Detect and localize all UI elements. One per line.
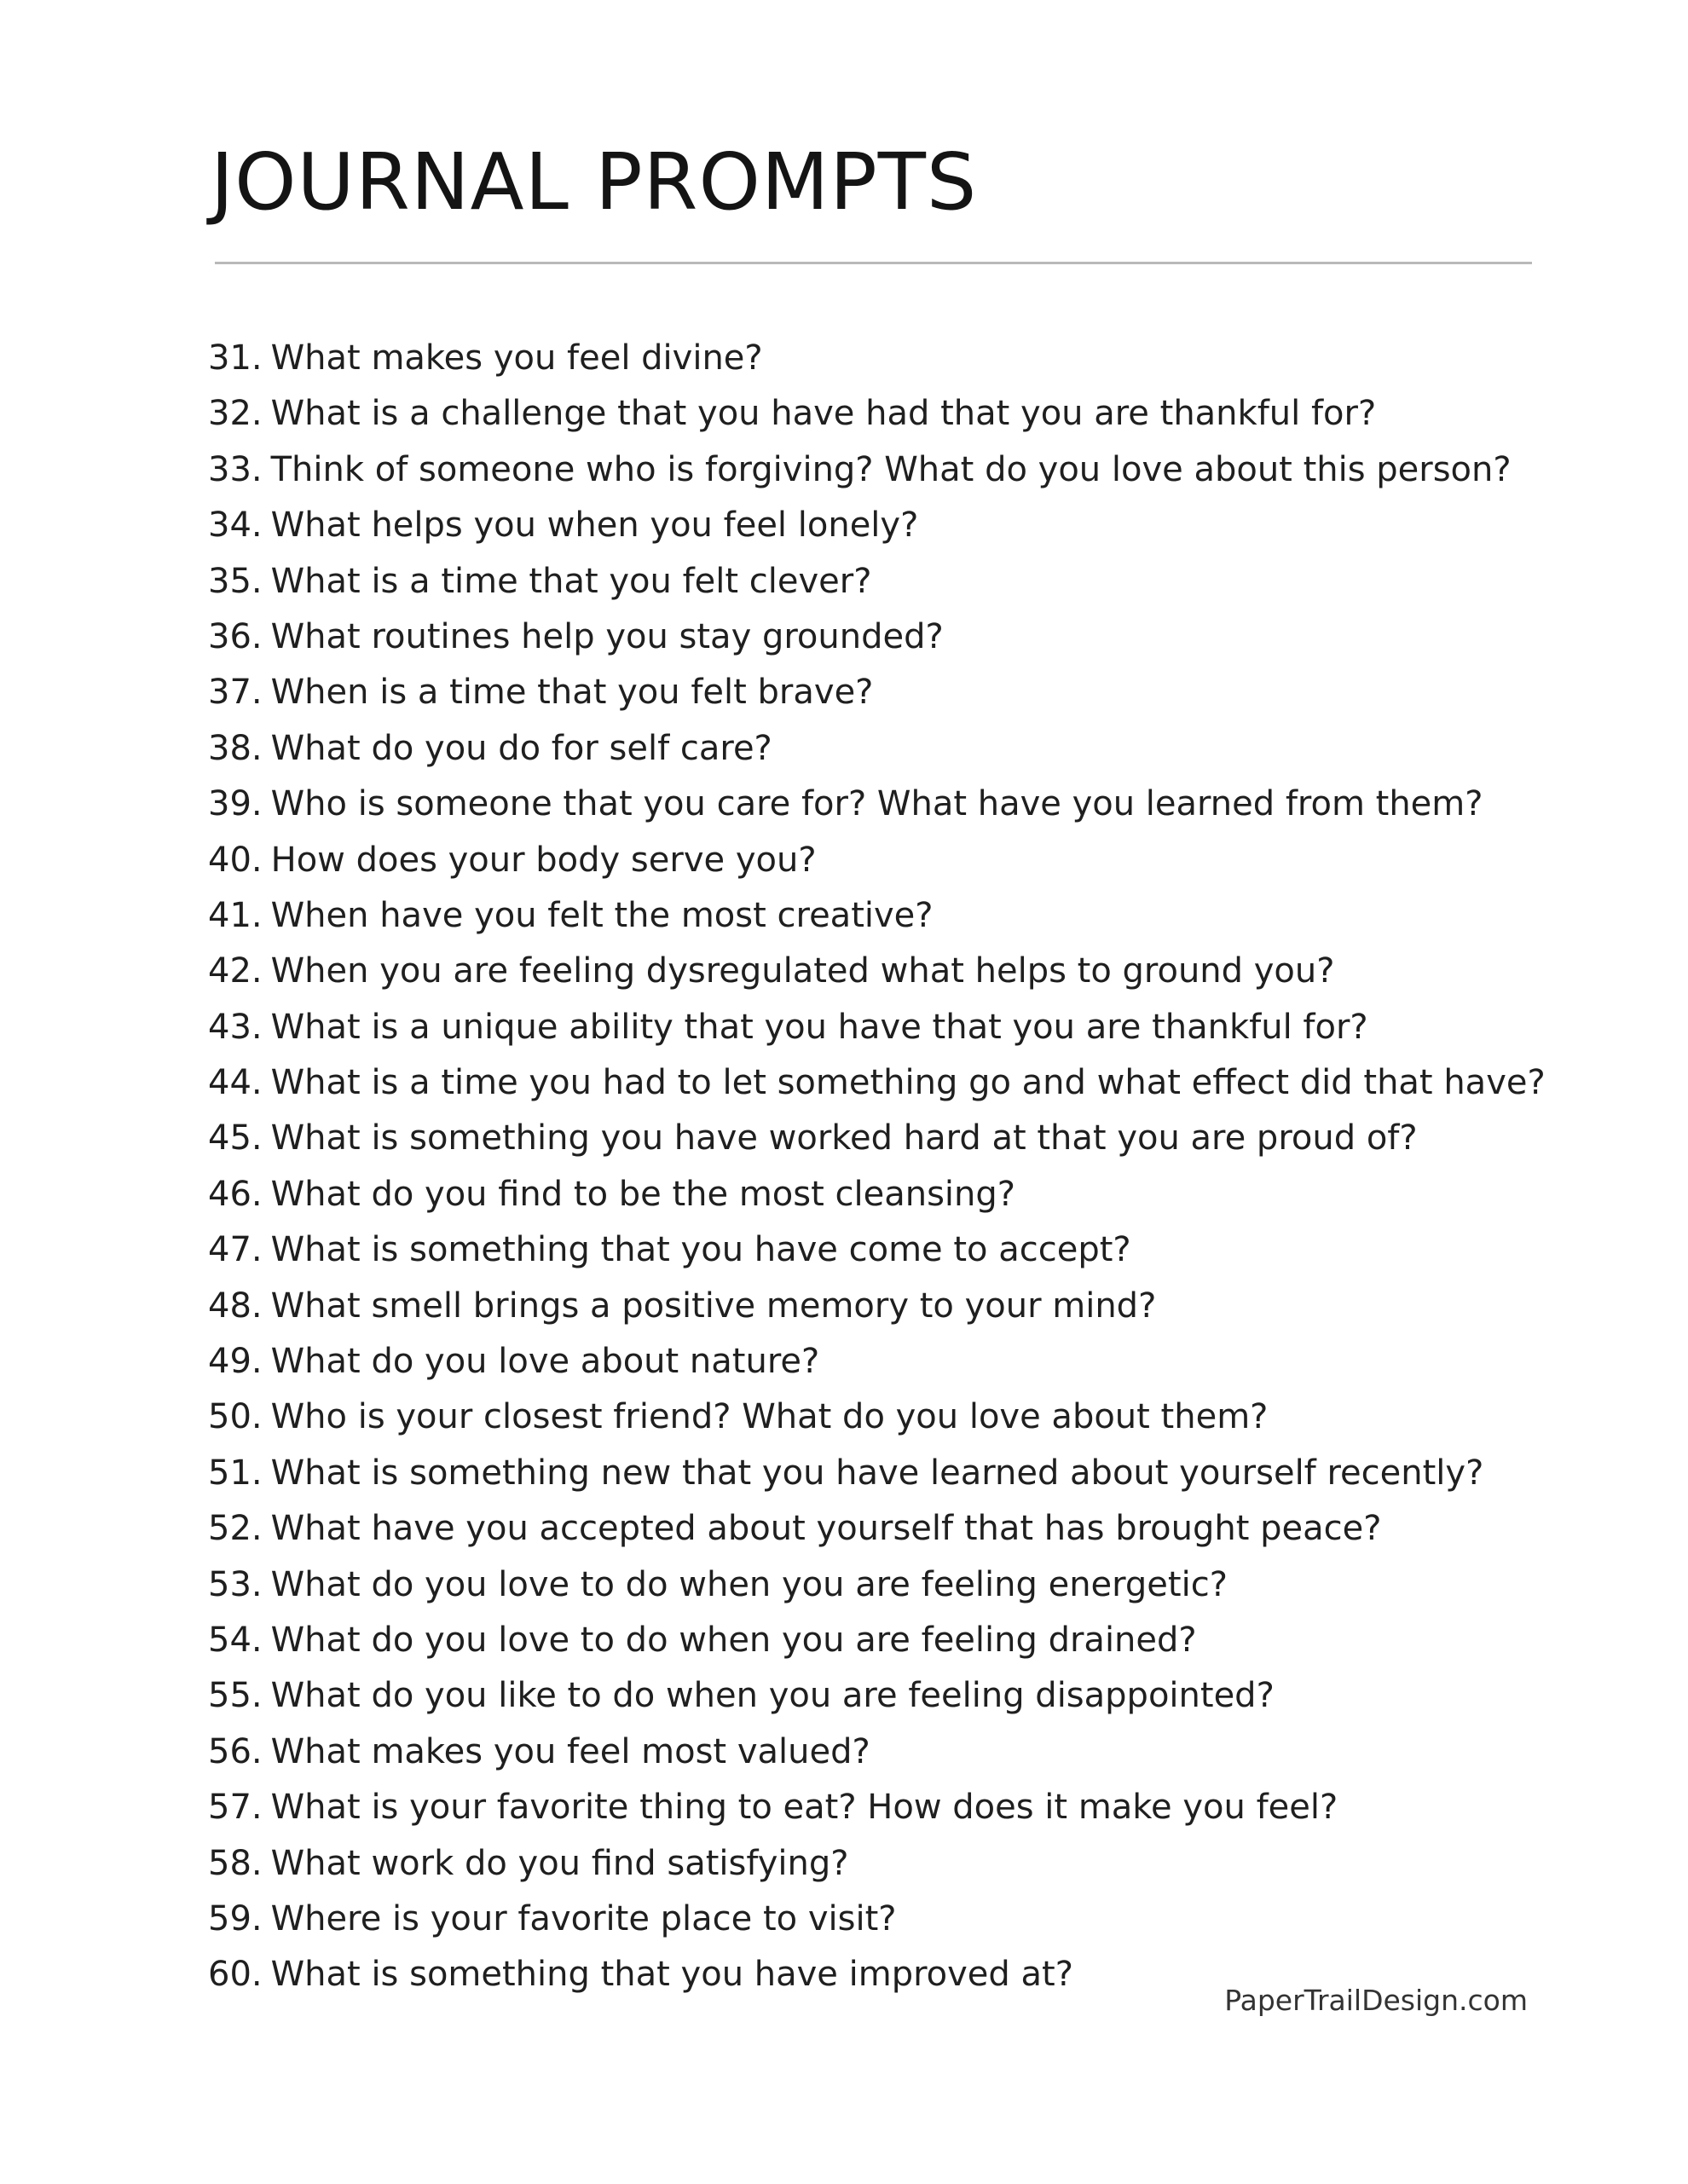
prompt-number: 38. <box>208 728 263 768</box>
page-title: JOURNAL PROMPTS <box>211 136 978 228</box>
prompt-text: Where is your favorite place to visit? <box>270 1898 897 1938</box>
prompt-text: What do you do for self care? <box>270 728 772 768</box>
prompt-item <box>208 554 1546 610</box>
prompt-item <box>208 721 1546 777</box>
prompt-number: 48. <box>208 1286 263 1326</box>
prompt-text: What is something that you have come to accept? <box>270 1230 1131 1270</box>
prompt-text: When you are feeling dysregulated what helps to ground you? <box>270 951 1335 991</box>
prompt-number: 35. <box>208 561 263 601</box>
prompt-text: What do you find to be the most cleansing? <box>270 1174 1016 1214</box>
prompt-number: 46. <box>208 1174 263 1214</box>
prompt-item <box>208 386 1546 442</box>
prompt-number: 52. <box>208 1509 263 1549</box>
prompt-number: 49. <box>208 1342 263 1382</box>
prompt-number: 58. <box>208 1843 263 1883</box>
prompt-item <box>208 777 1546 832</box>
prompt-number: 51. <box>208 1453 263 1493</box>
prompt-item <box>208 442 1546 498</box>
prompt-item <box>208 498 1546 553</box>
prompt-text: Who is someone that you care for? What have you learned from them? <box>270 784 1483 824</box>
prompt-number: 60. <box>208 1955 263 1995</box>
prompt-text: How does your body serve you? <box>270 840 817 880</box>
prompt-item <box>208 1613 1546 1668</box>
prompt-number: 36. <box>208 616 263 656</box>
prompt-item <box>208 1111 1546 1166</box>
prompt-number: 37. <box>208 673 263 713</box>
prompt-text: Think of someone who is forgiving? What do you love about this person? <box>270 449 1512 489</box>
prompt-item <box>208 665 1546 720</box>
prompt-item <box>208 1501 1546 1557</box>
prompt-text: What do you love to do when you are feeling drained? <box>270 1620 1197 1660</box>
prompt-text: What is your favorite thing to eat? How does it make you feel? <box>270 1788 1338 1828</box>
prompt-number: 44. <box>208 1063 263 1103</box>
prompt-text: What is something you have worked hard at that you are proud of? <box>270 1118 1418 1158</box>
prompt-text: What is a time that you felt clever? <box>270 561 872 601</box>
prompt-text: What do you love about nature? <box>270 1342 820 1382</box>
prompt-number: 41. <box>208 895 263 935</box>
prompt-list <box>208 331 1546 2003</box>
prompt-item <box>208 888 1546 944</box>
prompt-item <box>208 1000 1546 1055</box>
prompt-number: 54. <box>208 1620 263 1660</box>
prompt-number: 47. <box>208 1230 263 1270</box>
prompt-number: 53. <box>208 1564 263 1604</box>
prompt-item <box>208 1725 1546 1780</box>
prompt-text: What smell brings a positive memory to your mind? <box>270 1286 1157 1326</box>
prompt-number: 34. <box>208 506 263 546</box>
prompt-item <box>208 1390 1546 1445</box>
prompt-number: 59. <box>208 1898 263 1938</box>
footer-website: PaperTrailDesign.com <box>1224 1984 1528 2017</box>
prompt-text: What have you accepted about yourself that has brought peace? <box>270 1509 1382 1549</box>
prompt-number: 32. <box>208 394 263 434</box>
prompt-text: What is a challenge that you have had that you are thankful for? <box>270 394 1377 434</box>
prompt-number: 56. <box>208 1731 263 1771</box>
prompt-item <box>208 1557 1546 1613</box>
prompt-item <box>208 1446 1546 1501</box>
prompt-text: What makes you feel most valued? <box>270 1731 870 1771</box>
prompt-item <box>208 1055 1546 1111</box>
prompt-number: 31. <box>208 338 263 378</box>
prompt-text: What is a time you had to let something go and what effect did that have? <box>270 1063 1546 1103</box>
prompt-number: 39. <box>208 784 263 824</box>
prompt-text: When have you felt the most creative? <box>270 895 934 935</box>
prompt-text: What work do you find satisfying? <box>270 1843 849 1883</box>
prompt-item <box>208 944 1546 999</box>
prompt-item <box>208 610 1546 665</box>
prompt-text: When is a time that you felt brave? <box>270 673 874 713</box>
prompt-item <box>208 1222 1546 1278</box>
prompt-item <box>208 1892 1546 1947</box>
prompt-item <box>208 1334 1546 1390</box>
prompt-text: What is something new that you have learned about yourself recently? <box>270 1453 1484 1493</box>
prompt-item <box>208 331 1546 386</box>
prompt-text: What routines help you stay grounded? <box>270 616 944 656</box>
prompt-item <box>208 1836 1546 1892</box>
prompt-text: What is a unique ability that you have that you are thankful for? <box>270 1007 1368 1047</box>
prompt-number: 43. <box>208 1007 263 1047</box>
prompt-text: What do you like to do when you are feeling disappointed? <box>270 1676 1275 1716</box>
prompt-number: 57. <box>208 1788 263 1828</box>
prompt-text: What is something that you have improved at? <box>270 1955 1073 1995</box>
prompt-number: 33. <box>208 449 263 489</box>
prompt-number: 55. <box>208 1676 263 1716</box>
prompt-item <box>208 833 1546 888</box>
prompt-item <box>208 1167 1546 1222</box>
prompt-text: What helps you when you feel lonely? <box>270 506 919 546</box>
prompt-number: 50. <box>208 1397 263 1437</box>
prompt-item <box>208 1668 1546 1724</box>
prompt-text: Who is your closest friend? What do you love about them? <box>270 1397 1269 1437</box>
prompt-text: What do you love to do when you are feeling energetic? <box>270 1564 1228 1604</box>
title-divider <box>215 262 1532 264</box>
prompt-text: What makes you feel divine? <box>270 338 763 378</box>
prompt-item <box>208 1279 1546 1334</box>
prompt-number: 42. <box>208 951 263 991</box>
prompt-item <box>208 1780 1546 1835</box>
prompt-number: 40. <box>208 840 263 880</box>
prompt-number: 45. <box>208 1118 263 1158</box>
